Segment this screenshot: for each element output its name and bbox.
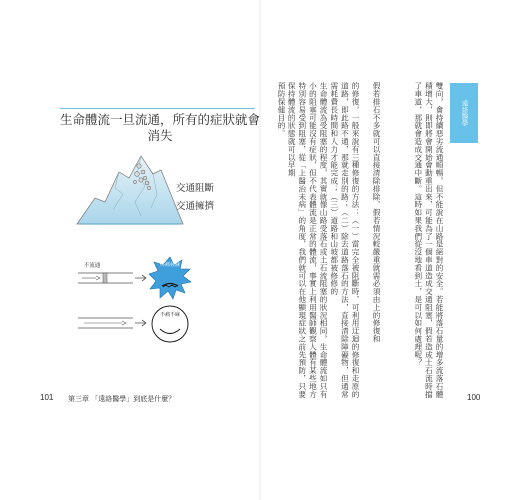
section-tag: 遠絡醫學 [450, 83, 478, 143]
flowing-pipe-diagram [78, 315, 133, 331]
arrow-to-smile-icon [135, 318, 149, 328]
page-number-left: 101 [40, 393, 54, 402]
mountain-illustration [75, 150, 185, 230]
burst-label: 疼痛發麻 [159, 262, 180, 268]
arrow-to-pain-icon [135, 273, 149, 283]
figure-title: 生命體流一旦流通，所有的症狀就會消失 [60, 112, 261, 143]
label-traffic-jam: 交通擁擠 [176, 201, 215, 212]
pipe-blocked-label: 不流通 [83, 263, 101, 269]
blocked-pipe-diagram [78, 270, 133, 286]
page-number-right: 100 [467, 393, 481, 402]
smiley-face-icon [150, 304, 190, 344]
body-paragraph-3: 的修復，一般來說有三種修復的方法：（一）當完全被阻斷時，可利用迂迴的修復和走原的道路，即此路不通，那就走別的路；（二）除去道路落石的方法，直接清除障礙物，但通常需耗費長時間和人力才能完成；（三）道路和山坡都被修修的 [329, 82, 360, 398]
label-traffic-blocked: 交通阻斷 [176, 183, 215, 194]
running-head-left: 第三章 「遠絡醫學」到底是什麼？ [68, 395, 176, 403]
mountain-shape [77, 156, 183, 224]
body-paragraph-5: 預防保健目的。 [277, 82, 286, 138]
smile-label: 不痛不麻 [159, 312, 180, 318]
body-paragraph-4: 生命體流為受阻塞的程度，其實就像山路受落石或土石流阻塞的狀況相同，生命體流如只有小的阻塞可能沒有症狀，但不代表體流是正常的體流，事實上利用醫師觀察人體有某些地方特別容易受到阻塞，從「上醫治未病」的角度，我們就可以在他顯現症狀之前先預防，只要保持體流的狀態就可以早期 [287, 82, 328, 398]
figure-top-rule [60, 108, 255, 109]
body-paragraph-2: 假若排石不多就可以直接清除排除，假若情況較嚴重就需必須由上的修復和 [372, 82, 381, 343]
body-paragraph-1: 雙向，會持續惡劣流通順暢，但不能說在山路是絕對的安全。若能將落石量的增多流落石體積增大，則即將會開始會動重出來，可能為了一個車道造成交通阻塞，假若造成土石流時擋了車道，那就會造成交通中斷。這時如果我們從沒地看到土，是可以如何處理呢？ [413, 82, 444, 398]
